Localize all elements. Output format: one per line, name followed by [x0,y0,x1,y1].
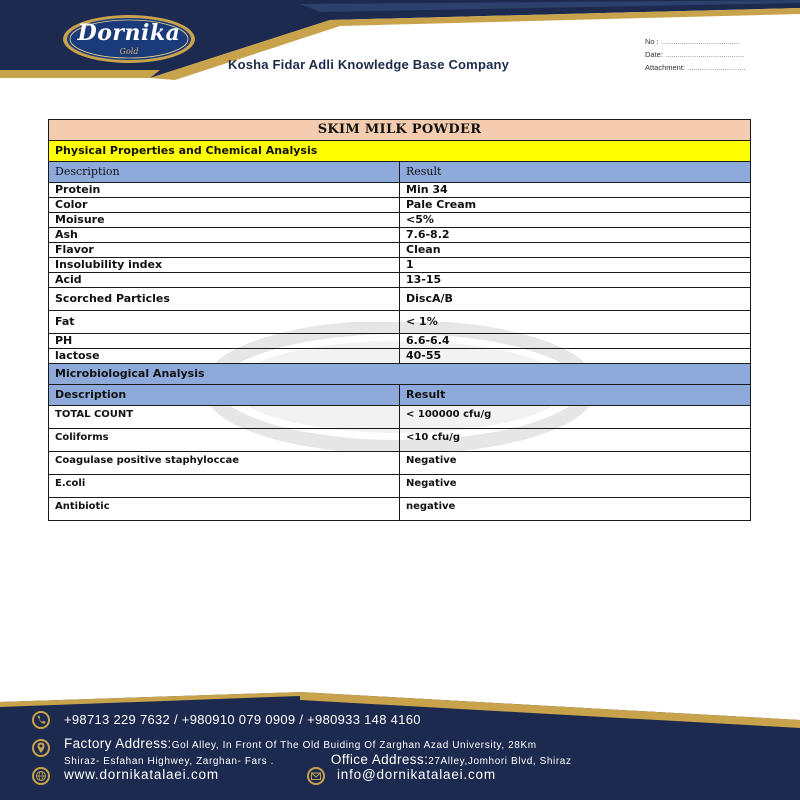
row-desc: Ash [49,228,400,243]
product-title: SKIM MILK POWDER [49,120,751,141]
factory-address-value: Gol Alley, In Front Of The Old Buiding Of Zarghan Azad University, 28Km [171,740,537,751]
phone-icon [31,710,51,730]
row-result: <10 cfu/g [400,429,751,452]
meta-date: Date: ...................................... [645,50,745,59]
row-result: 1 [400,258,751,273]
column-header-description: Description [49,162,400,183]
row-desc: TOTAL COUNT [49,406,400,429]
row-result: 40-55 [400,349,751,364]
row-desc: Coagulase positive staphyloccae [49,452,400,475]
row-result: Pale Cream [400,198,751,213]
row-result: 6.6-6.4 [400,334,751,349]
row-desc: Antibiotic [49,498,400,521]
row-result: 13-15 [400,273,751,288]
row-result: negative [400,498,751,521]
spec-table [48,119,751,521]
section-micro-title: Microbiological Analysis [49,364,751,385]
table-row [49,228,751,243]
column-header-row [49,162,751,183]
micro-column-header-description: Description [49,385,400,406]
row-desc: Acid [49,273,400,288]
section-micro-header [49,364,751,385]
table-row [49,475,751,498]
logo-subtext: Gold [119,47,139,56]
office-address-value: 27Alley,Jomhori Blvd, Shiraz [428,756,572,767]
row-desc: lactose [49,349,400,364]
row-result: DiscA/B [400,288,751,311]
row-desc: Fat [49,311,400,334]
row-result: < 100000 cfu/g [400,406,751,429]
table-row [49,334,751,349]
table-title-row [49,120,751,141]
mail-icon [306,766,326,786]
row-desc: Moisure [49,213,400,228]
table-row [49,429,751,452]
table-row [49,243,751,258]
email-link[interactable]: info@dornikatalaei.com [337,767,496,782]
row-desc: PH [49,334,400,349]
table-row [49,198,751,213]
micro-column-header-row [49,385,751,406]
section-physical-header [49,141,751,162]
row-desc: Protein [49,183,400,198]
row-desc: E.coli [49,475,400,498]
globe-icon [31,766,51,786]
company-name: Kosha Fidar Adli Knowledge Base Company [228,57,510,72]
row-result: 7.6-8.2 [400,228,751,243]
table-row [49,406,751,429]
micro-column-header-result: Result [400,385,751,406]
table-row [49,452,751,475]
table-row [49,311,751,334]
table-row [49,273,751,288]
meta-attachment: Attachment: ............................ [645,63,746,72]
office-address-label: Office Address: [330,752,429,767]
location-icon [31,738,51,758]
row-result: <5% [400,213,751,228]
table-row [49,183,751,198]
row-result: < 1% [400,311,751,334]
table-row [49,213,751,228]
row-result: Negative [400,452,751,475]
column-header-result: Result [400,162,751,183]
meta-no: No : ...................................... [645,37,741,46]
table-row [49,258,751,273]
row-desc: Coliforms [49,429,400,452]
row-desc: Insolubility index [49,258,400,273]
row-desc: Color [49,198,400,213]
row-result: Min 34 [400,183,751,198]
table-row [49,498,751,521]
row-result: Clean [400,243,751,258]
row-desc: Scorched Particles [49,288,400,311]
factory-address-label: Factory Address: [64,736,172,751]
table-row [49,349,751,364]
table-row [49,288,751,311]
logo-text: Dornika [77,20,181,46]
row-result: Negative [400,475,751,498]
website-link[interactable]: www.dornikatalaei.com [64,767,219,782]
phone-numbers: +98713 229 7632 / +980910 079 0909 / +980933 148 4160 [64,712,421,727]
section-physical-title: Physical Properties and Chemical Analysis [49,141,751,162]
factory-address-value-2: Shiraz- Esfahan Highwey, Zarghan- Fars . [64,756,275,767]
row-desc: Flavor [49,243,400,258]
